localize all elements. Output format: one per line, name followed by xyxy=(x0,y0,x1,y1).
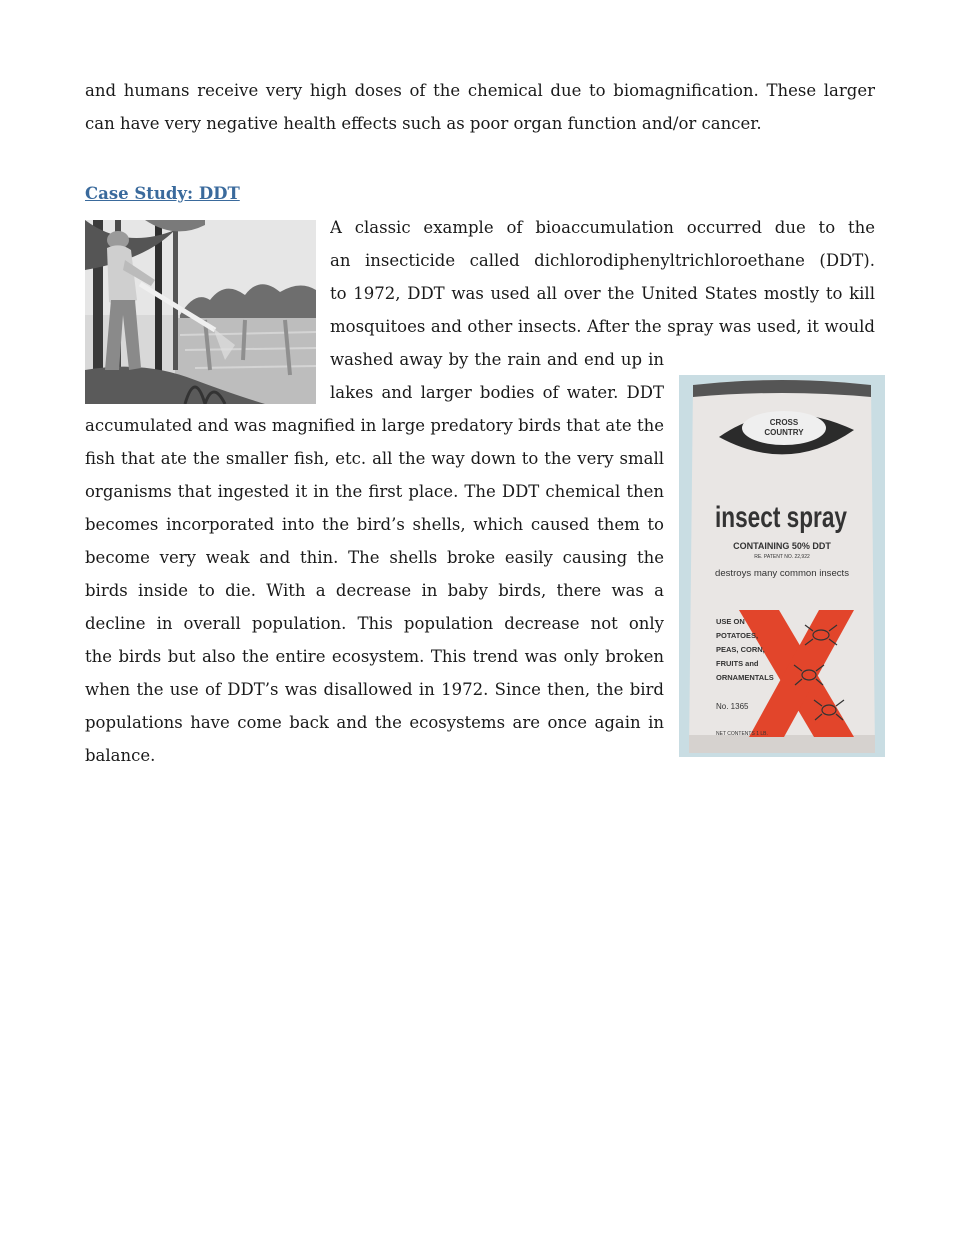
can-patent: RE. PATENT NO. 22,922 xyxy=(754,554,810,560)
body-line: become very weak and thin. The shells broke easily causing the xyxy=(85,548,664,567)
body-line: the birds but also the entire ecosystem. This trend was only broken xyxy=(85,647,664,666)
body-line: when the use of DDT’s was disallowed in 1972. Since then, the bird xyxy=(85,680,664,699)
can-contents: NET CONTENTS 1 LB. xyxy=(716,731,768,737)
body-line: becomes incorporated into the bird’s shells, which caused them to xyxy=(85,515,664,534)
can-brand-line2: COUNTRY xyxy=(764,428,804,437)
body-line: decline in overall population. This population decrease not only xyxy=(85,614,664,633)
can-use-on: POTATOES, xyxy=(716,631,759,640)
can-use-on: USE ON xyxy=(716,617,745,626)
can-use-on: ORNAMENTALS xyxy=(716,673,774,682)
can-destroys: destroys many common insects xyxy=(715,568,850,578)
insect-spray-can-photo xyxy=(679,375,885,757)
can-number: No. 1365 xyxy=(716,702,749,711)
body-line: organisms that ingested it in the first place. The DDT chemical then xyxy=(85,482,664,501)
ddt-spraying-photo xyxy=(85,220,316,404)
body-line: accumulated and was magnified in large predatory birds that ate the xyxy=(85,416,664,435)
can-brand-line1: CROSS xyxy=(769,418,799,427)
body-line: lakes and larger bodies of water. DDT xyxy=(330,383,664,402)
body-line: to 1972, DDT was used all over the United States mostly to kill xyxy=(330,284,875,303)
intro-line: and humans receive very high doses of the chemical due to biomagnification. These larger xyxy=(85,81,875,100)
can-containing: CONTAINING 50% DDT xyxy=(733,541,831,551)
body-line: A classic example of bioaccumulation occurred due to the xyxy=(330,218,875,237)
section-heading: Case Study: DDT xyxy=(85,184,240,203)
body-line: birds inside to die. With a decrease in baby birds, there was a xyxy=(85,581,664,600)
can-title: insect spray xyxy=(715,501,848,534)
can-use-on: FRUITS and xyxy=(716,659,759,668)
body-line: mosquitoes and other insects. After the spray was used, it would xyxy=(330,317,875,336)
body-line: an insecticide called dichlorodiphenyltrichloroethane (DDT). xyxy=(330,251,875,270)
can-use-on: PEAS, CORN, xyxy=(716,645,765,654)
body-line: washed away by the rain and end up in xyxy=(330,350,664,369)
intro-line: can have very negative health effects such as poor organ function and/or cancer. xyxy=(85,114,762,133)
body-line: fish that ate the smaller fish, etc. all the way down to the very small xyxy=(85,449,664,468)
body-line: balance. xyxy=(85,746,156,765)
body-line: populations have come back and the ecosystems are once again in xyxy=(85,713,664,732)
